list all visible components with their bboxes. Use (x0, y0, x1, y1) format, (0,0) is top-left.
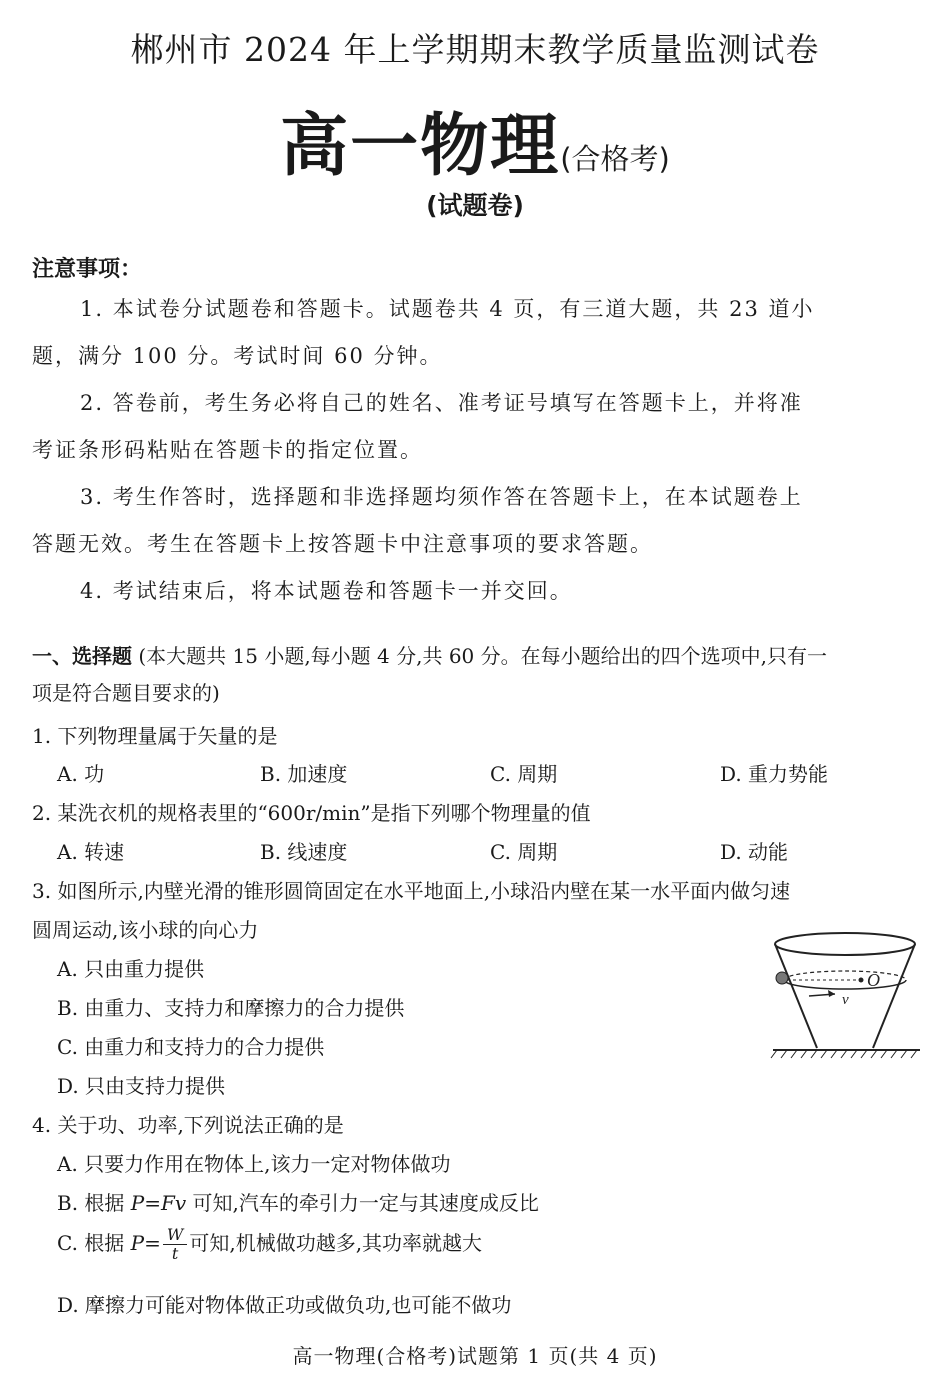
notice-item-4-text: 4. 考试结束后，将本试题卷和答题卡一并交回。 (80, 579, 573, 603)
q1-option-b: B. 加速度 (260, 762, 348, 786)
section-1-desc-line-2: 项是符合题目要求的) (32, 681, 220, 705)
q2-stem: 2. 某洗衣机的规格表里的“600r/min”是指下列哪个物理量的值 (32, 801, 591, 825)
q4-option-b-formula: P=Fv (130, 1191, 187, 1215)
notice-item-4 (32, 568, 918, 615)
q3-option-c: C. 由重力和支持力的合力提供 (57, 1035, 325, 1059)
q1-option-c: C. 周期 (490, 762, 558, 786)
notice-item-3-line-2: 答题无效。考生在答题卡上按答题卡中注意事项的要求答题。 (32, 532, 653, 556)
q4-option-b-suffix: 可知,汽车的牵引力一定与其速度成反比 (186, 1191, 539, 1215)
notice-heading: 注意事项： (32, 257, 143, 282)
page-footer: 高一物理(合格考)试题第 1 页(共 4 页) (292, 1344, 658, 1368)
q2-option-c: C. 周期 (490, 840, 558, 864)
q3-stem-line-2: 圆周运动,该小球的向心力 (32, 918, 259, 942)
notice-item-1 (32, 286, 918, 380)
q2-option-d: D. 动能 (720, 840, 789, 864)
fraction-numerator: W (163, 1226, 187, 1245)
q1-stem: 1. 下列物理量属于矢量的是 (32, 724, 278, 748)
notice-item-2-line-1: 2. 答卷前，考生务必将自己的姓名、准考证号填写在答题卡上，并将准 (80, 391, 803, 415)
q2-option-b: B. 线速度 (260, 840, 348, 864)
ground-hatching (771, 1050, 917, 1058)
ball (776, 972, 788, 984)
section-1-title: 一、选择题 (32, 644, 132, 668)
booklet-label: (试题卷) (426, 191, 524, 220)
section-1-desc-line-1: (本大题共 15 小题,每小题 4 分,共 60 分。在每小题给出的四个选项中,只有一 (138, 644, 828, 668)
section-1-heading (32, 638, 920, 712)
q3-option-a: A. 只由重力提供 (57, 957, 205, 981)
center-point (859, 978, 864, 983)
q1-option-a: A. 功 (57, 762, 105, 786)
q4-option-c-prefix: C. 根据 (57, 1231, 131, 1255)
q4-option-c (57, 1226, 482, 1263)
q4-stem: 4. 关于功、功率,下列说法正确的是 (32, 1113, 344, 1137)
cone-rim (775, 933, 915, 955)
q4-option-c-fraction (163, 1226, 187, 1263)
q4-option-c-formula-lhs: P= (130, 1231, 161, 1255)
q2-option-a: A. 转速 (57, 840, 125, 864)
cone-right-wall (873, 944, 915, 1048)
notice-item-2-line-2: 考证条形码粘贴在答题卡的指定位置。 (32, 438, 423, 462)
q4-option-b-prefix: B. 根据 (57, 1191, 131, 1215)
q4-option-a: A. 只要力作用在物体上,该力一定对物体做功 (57, 1152, 451, 1176)
q1-option-d: D. 重力势能 (720, 762, 829, 786)
q4-option-d: D. 摩擦力可能对物体做正功或做负功,也可能不做功 (57, 1293, 512, 1317)
q3-option-d: D. 只由支持力提供 (57, 1074, 226, 1098)
subject-sub: (合格考) (560, 142, 670, 176)
subject-main: 高一物理 (280, 107, 561, 186)
label-o: O (867, 970, 880, 990)
notice-item-3 (32, 474, 918, 568)
orbit-back (784, 971, 906, 980)
q3-stem-line-1: 3. 如图所示,内壁光滑的锥形圆筒固定在水平地面上,小球沿内壁在某一水平面内做匀速 (32, 879, 791, 903)
q4-option-c-suffix: 可知,机械做功越多,其功率就越大 (189, 1231, 483, 1255)
velocity-arrowhead (828, 990, 835, 997)
notice-item-2 (32, 380, 918, 474)
notice-item-1-line-1: 1. 本试卷分试题卷和答题卡。试题卷共 4 页，有三道大题，共 23 道小 (80, 297, 815, 321)
fraction-denominator: t (171, 1244, 179, 1263)
q3-option-b: B. 由重力、支持力和摩擦力的合力提供 (57, 996, 405, 1020)
cone-figure (765, 930, 925, 1060)
q4-option-b (57, 1187, 539, 1216)
notice-item-1-line-2: 题，满分 100 分。考试时间 60 分钟。 (32, 344, 443, 368)
orbit-front (784, 980, 906, 989)
label-v: v (842, 992, 849, 1008)
subject-title (0, 92, 950, 189)
notice-item-3-line-1: 3. 考生作答时，选择题和非选择题均须作答在答题卡上，在本试题卷上 (80, 485, 803, 509)
exam-title: 郴州市 2024 年上学期期末教学质量监测试卷 (130, 30, 820, 69)
